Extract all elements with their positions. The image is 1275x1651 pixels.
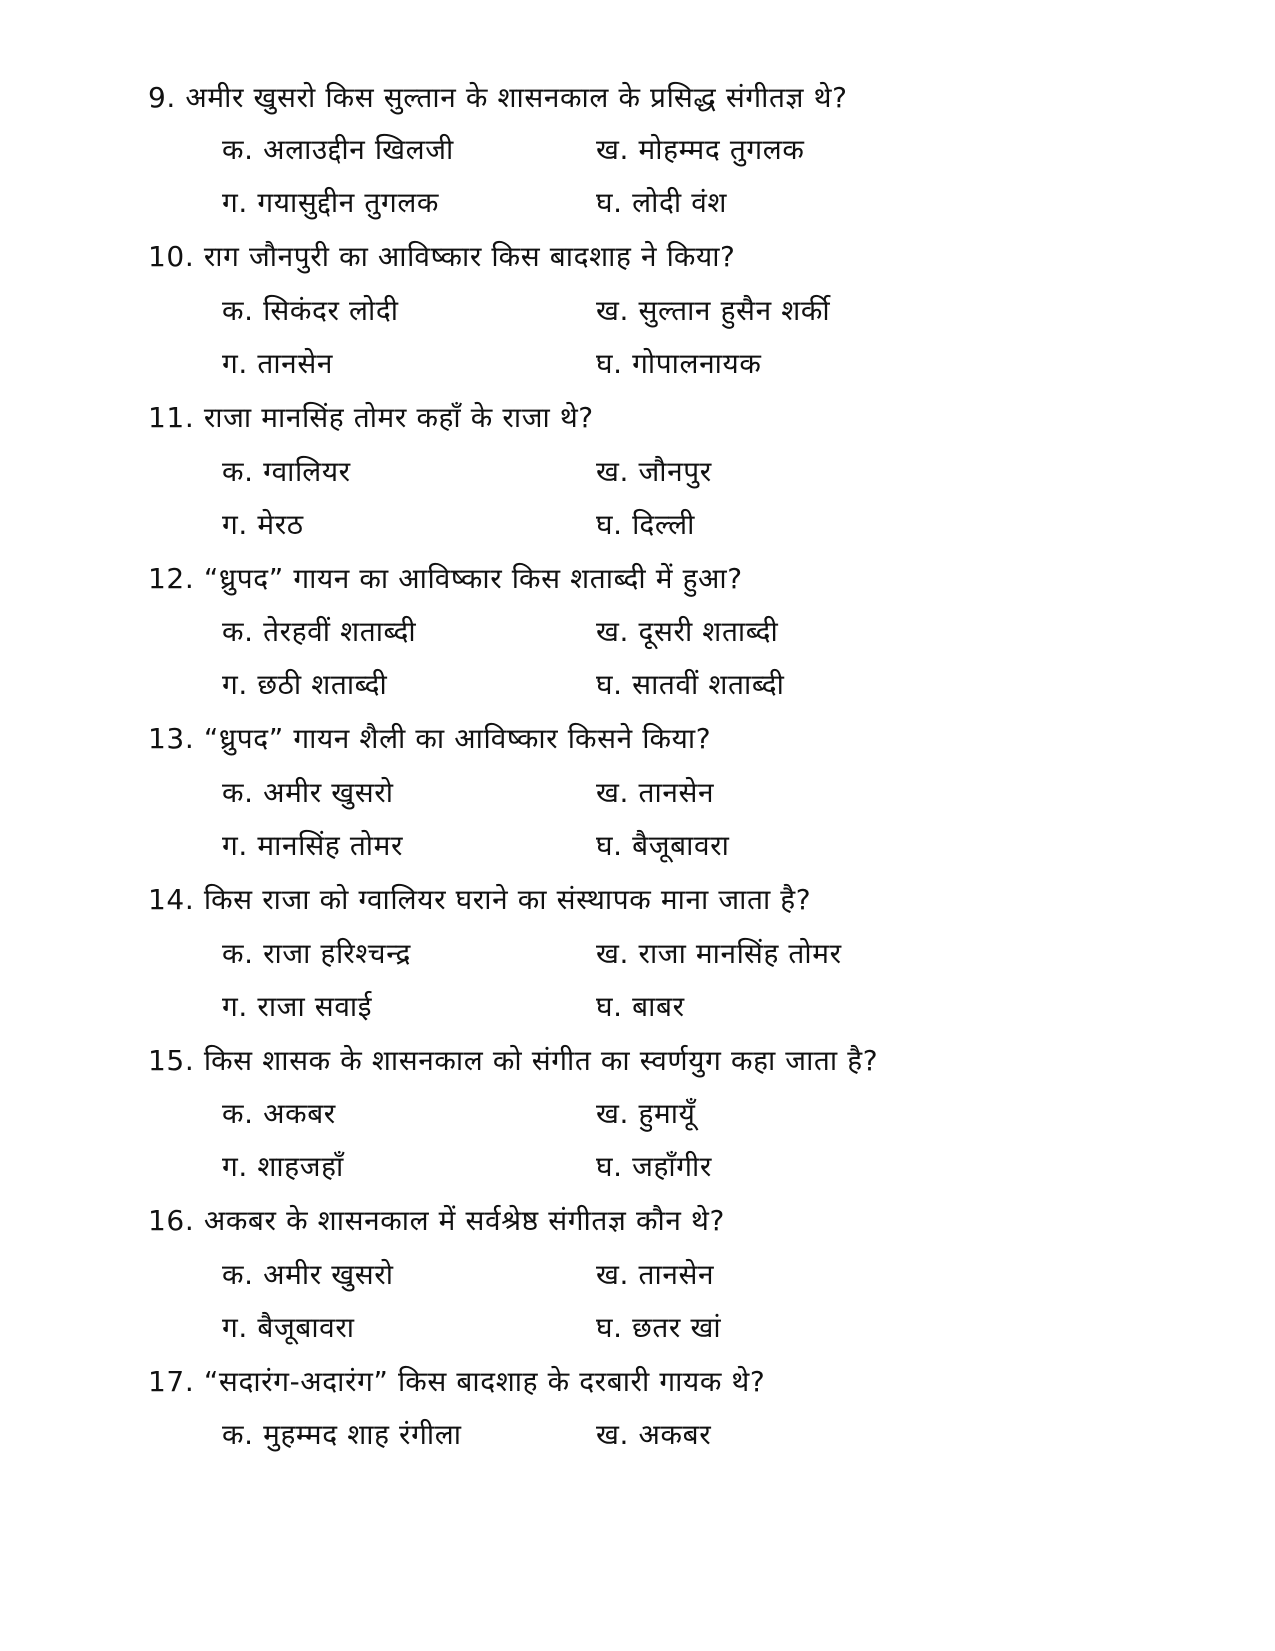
question-16-option-ga: ग. बैजूबावरा xyxy=(222,1311,355,1344)
question-12-option-kha: ख. दूसरी शताब्दी xyxy=(596,615,779,648)
question-13-option-ga: ग. मानसिंह तोमर xyxy=(222,829,404,862)
question-12-option-ka: क. तेरहवीं शताब्दी xyxy=(222,615,417,648)
question-9-option-ka: क. अलाउद्दीन खिलजी xyxy=(222,133,454,166)
question-16-option-ka: क. अमीर खुसरो xyxy=(222,1258,394,1291)
question-13-option-gha: घ. बैजूबावरा xyxy=(596,829,730,862)
question-10-option-kha: ख. सुल्तान हुसैन शर्की xyxy=(596,294,831,327)
question-15: 15. किस शासक के शासनकाल को संगीत का स्वर्णयुग कहा जाता है? xyxy=(148,1044,879,1077)
question-17-option-kha: ख. अकबर xyxy=(596,1418,712,1451)
question-13: 13. “ध्रुपद” गायन शैली का आविष्कार किसने किया? xyxy=(148,722,712,755)
question-12-option-ga: ग. छठी शताब्दी xyxy=(222,668,388,701)
question-10-option-ka: क. सिकंदर लोदी xyxy=(222,294,399,327)
question-10: 10. राग जौनपुरी का आविष्कार किस बादशाह ने किया? xyxy=(148,240,736,273)
question-15-option-gha: घ. जहाँगीर xyxy=(596,1150,712,1183)
question-11-option-gha: घ. दिल्ली xyxy=(596,508,695,541)
question-11-option-ka: क. ग्वालियर xyxy=(222,455,351,488)
question-10-option-ga: ग. तानसेन xyxy=(222,347,333,380)
question-17: 17. “सदारंग-अदारंग” किस बादशाह के दरबारी गायक थे? xyxy=(148,1365,766,1398)
question-9-option-ga: ग. गयासुद्दीन तुगलक xyxy=(222,186,440,219)
question-12-option-gha: घ. सातवीं शताब्दी xyxy=(596,668,785,701)
question-13-option-kha: ख. तानसेन xyxy=(596,776,715,809)
question-17-option-ka: क. मुहम्मद शाह रंगीला xyxy=(222,1418,462,1451)
question-14-option-ga: ग. राजा सवाई xyxy=(222,990,373,1023)
question-11-option-kha: ख. जौनपुर xyxy=(596,455,712,488)
question-11: 11. राजा मानसिंह तोमर कहाँ के राजा थे? xyxy=(148,401,594,434)
question-9-option-kha: ख. मोहम्मद तुगलक xyxy=(596,133,805,166)
question-16-option-gha: घ. छतर खां xyxy=(596,1311,722,1344)
question-9: 9. अमीर खुसरो किस सुल्तान के शासनकाल के प्रसिद्ध संगीतज्ञ थे? xyxy=(148,81,848,114)
question-9-option-gha: घ. लोदी वंश xyxy=(596,186,728,219)
question-15-option-ga: ग. शाहजहाँ xyxy=(222,1150,344,1183)
question-15-option-kha: ख. हुमायूँ xyxy=(596,1097,696,1130)
question-14-option-kha: ख. राजा मानसिंह तोमर xyxy=(596,937,842,970)
question-14-option-gha: घ. बाबर xyxy=(596,990,685,1023)
question-14: 14. किस राजा को ग्वालियर घराने का संस्थापक माना जाता है? xyxy=(148,883,812,916)
question-10-option-gha: घ. गोपालनायक xyxy=(596,347,762,380)
question-14-option-ka: क. राजा हरिश्चन्द्र xyxy=(222,937,411,970)
question-13-option-ka: क. अमीर खुसरो xyxy=(222,776,394,809)
question-11-option-ga: ग. मेरठ xyxy=(222,508,304,541)
question-12: 12. “ध्रुपद” गायन का आविष्कार किस शताब्दी में हुआ? xyxy=(148,562,743,595)
question-16: 16. अकबर के शासनकाल में सर्वश्रेष्ठ संगीतज्ञ कौन थे? xyxy=(148,1204,725,1237)
question-16-option-kha: ख. तानसेन xyxy=(596,1258,715,1291)
question-15-option-ka: क. अकबर xyxy=(222,1097,336,1130)
